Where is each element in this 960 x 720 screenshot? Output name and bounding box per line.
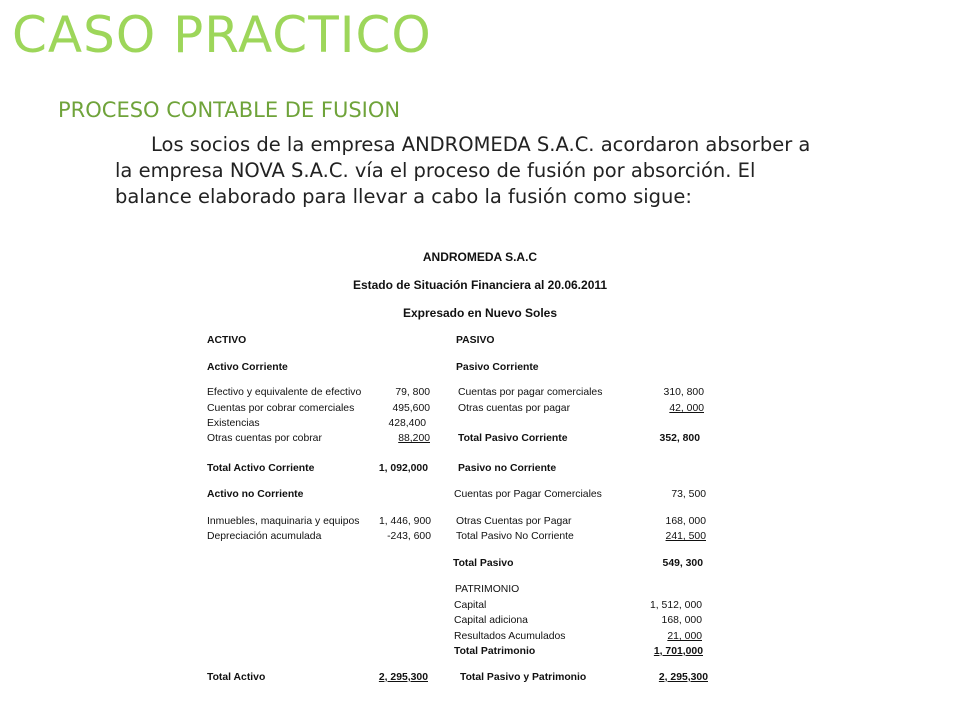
total-pasivo-corriente-label: Total Pasivo Corriente bbox=[458, 433, 568, 444]
otras-cxc-label: Otras cuentas por cobrar bbox=[207, 433, 322, 444]
pasivo-header: PASIVO bbox=[456, 335, 495, 346]
total-patrimonio-value: 1, 701,000 bbox=[653, 646, 703, 657]
capital-label: Capital bbox=[454, 600, 487, 611]
existencias-value: 428,400 bbox=[388, 418, 426, 429]
otras-cxp-value: 42, 000 bbox=[669, 403, 704, 414]
cxc-comerciales-label: Cuentas por cobrar comerciales bbox=[207, 403, 355, 414]
total-patrimonio-label: Total Patrimonio bbox=[454, 646, 536, 657]
efectivo-label: Efectivo y equivalente de efectivo bbox=[207, 387, 362, 398]
slide-subtitle: PROCESO CONTABLE DE FUSION bbox=[58, 98, 401, 122]
depreciacion-label: Depreciación acumulada bbox=[207, 531, 322, 542]
company-name: ANDROMEDA S.A.C bbox=[422, 250, 538, 264]
total-activo-value: 2, 295,300 bbox=[378, 672, 428, 683]
patrimonio-header: PATRIMONIO bbox=[455, 584, 520, 595]
otras-cxp-label: Otras cuentas por pagar bbox=[458, 403, 571, 414]
total-pasivo-patrimonio-value: 2, 295,300 bbox=[658, 672, 708, 683]
total-activo-label: Total Activo bbox=[207, 672, 266, 683]
total-pasivo-nc-label: Total Pasivo No Corriente bbox=[456, 531, 574, 542]
total-pasivo-nc-value: 241, 500 bbox=[665, 531, 706, 542]
resultados-acumulados-value: 21, 000 bbox=[667, 631, 702, 642]
depreciacion-value: -243, 600 bbox=[387, 531, 431, 542]
cxp-comerciales-nc-label: Cuentas por Pagar Comerciales bbox=[454, 489, 602, 500]
total-activo-corriente-value: 1, 092,000 bbox=[378, 463, 428, 474]
activo-header: ACTIVO bbox=[207, 335, 247, 346]
cxc-comerciales-value: 495,600 bbox=[392, 403, 430, 414]
resultados-acumulados-label: Resultados Acumulados bbox=[454, 631, 566, 642]
cxp-comerciales-nc-value: 73, 500 bbox=[671, 489, 706, 500]
slide-title: CASO PRACTICO bbox=[12, 6, 432, 64]
pasivo-no-corriente-header: Pasivo no Corriente bbox=[458, 463, 557, 474]
otras-cxp-nc-label: Otras Cuentas por Pagar bbox=[456, 516, 572, 527]
intro-paragraph: Los socios de la empresa ANDROMEDA S.A.C. acordaron absorber a la empresa NOVA S.A.C. vía el proceso de fusión por absorción. El balance elaborado para llevar a cabo la fusión como sigue: bbox=[115, 133, 811, 208]
capital-adicional-value: 168, 000 bbox=[661, 615, 702, 626]
cxp-comerciales-value: 310, 800 bbox=[663, 387, 704, 398]
total-pasivo-corriente-value: 352, 800 bbox=[659, 433, 700, 444]
otras-cxp-nc-value: 168, 000 bbox=[665, 516, 706, 527]
inmuebles-label: Inmuebles, maquinaria y equipos bbox=[207, 516, 360, 527]
statement-currency: Expresado en Nuevo Soles bbox=[402, 306, 558, 320]
existencias-label: Existencias bbox=[207, 418, 260, 429]
pasivo-corriente-header: Pasivo Corriente bbox=[456, 362, 539, 373]
inmuebles-value: 1, 446, 900 bbox=[379, 516, 431, 527]
efectivo-value: 79, 800 bbox=[395, 387, 430, 398]
capital-value: 1, 512, 000 bbox=[650, 600, 702, 611]
total-pasivo-value: 549, 300 bbox=[662, 558, 703, 569]
activo-corriente-header: Activo Corriente bbox=[207, 362, 288, 373]
total-pasivo-patrimonio-label: Total Pasivo y Patrimonio bbox=[460, 672, 587, 683]
activo-no-corriente-header: Activo no Corriente bbox=[207, 489, 304, 500]
otras-cxc-value: 88,200 bbox=[398, 433, 430, 444]
total-pasivo-label: Total Pasivo bbox=[453, 558, 514, 569]
total-activo-corriente-label: Total Activo Corriente bbox=[207, 463, 315, 474]
capital-adicional-label: Capital adiciona bbox=[454, 615, 528, 626]
statement-heading: Estado de Situación Financiera al 20.06.2011 bbox=[352, 278, 608, 292]
cxp-comerciales-label: Cuentas por pagar comerciales bbox=[458, 387, 603, 398]
